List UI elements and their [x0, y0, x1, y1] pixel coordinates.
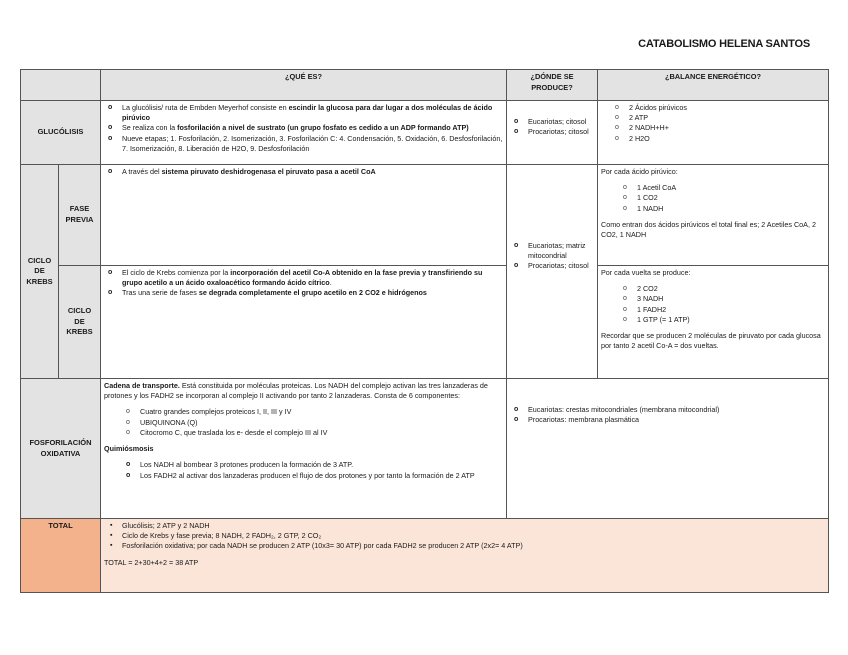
krebs-where: [507, 165, 598, 379]
list-item: o UBIQUINONA (Q): [140, 418, 503, 428]
list-item: o 1 GTP (= 1 ATP): [637, 315, 825, 325]
header-empty: [21, 70, 101, 101]
list-item: o Tras una serie de fases se degrada completamente el grupo acetilo en 2 CO2 e hidrógenos: [122, 288, 503, 298]
list-item: o Cuatro grandes complejos proteicos I, II, III y IV: [140, 407, 503, 417]
total-summary: TOTAL = 2+30+4+2 = 38 ATP: [104, 557, 199, 567]
list-item: o 2 NADH+H+: [629, 123, 825, 133]
list-item: o 3 NADH: [637, 294, 825, 304]
balance-note: Como entran dos ácidos pirúvicos el total final es; 2 Acetiles CoA, 2 CO2, 1 NADH: [601, 219, 816, 240]
list-item: o Procariotas; citosol: [528, 261, 594, 271]
glucolisis-label: GLUCÓLISIS: [21, 101, 101, 165]
list-item: o Procariotas; citosol: [528, 127, 594, 137]
list-item: o 2 ATP: [629, 113, 825, 123]
fosforilacion-what: [101, 379, 507, 519]
list-item: o 1 NADH: [637, 204, 825, 214]
document-title: CATABOLISMO HELENA SANTOS: [638, 38, 810, 50]
balance-note: Recordar que se producen 2 moléculas de piruvato por cada glucosa por tanto 2 acetil Co-A = dos vueltas.: [601, 331, 821, 351]
list-item: o Procariotas: membrana plasmática: [528, 415, 825, 425]
total-row: [21, 519, 829, 593]
balance-intro: Por cada ácido pirúvico:: [601, 167, 678, 176]
list-item: o 1 FADH2: [637, 305, 825, 315]
header-row: [21, 70, 829, 101]
list-item: o 1 Acetil CoA: [637, 183, 825, 193]
list-item: ▪ Ciclo de Krebs y fase previa; 8 NADH, 2 FADH₂, 2 GTP, 2 CO₂: [122, 531, 825, 541]
fosforilacion-row: [21, 379, 829, 519]
ciclo-krebs-balance: [598, 266, 829, 379]
total-label: TOTAL: [21, 519, 101, 593]
list-item: o Eucariotas; matriz mitocondrial: [528, 241, 594, 261]
fase-previa-balance: [598, 165, 829, 266]
fosforilacion-label: FOSFORILACIÓN OXIDATIVA: [21, 379, 101, 519]
glucolisis-row: [21, 101, 829, 165]
fosforilacion-where: [507, 379, 829, 519]
list-item: o A través del sistema piruvato deshidrogenasa el piruvato pasa a acetil CoA: [122, 167, 503, 177]
list-item: o 2 CO2: [637, 284, 825, 294]
total-content: [101, 519, 829, 593]
glucolisis-what: [101, 101, 507, 165]
list-item: o 2 H2O: [629, 134, 825, 144]
fase-previa-what: [101, 165, 507, 266]
header-balance: ¿BALANCE ENERGÉTICO?: [598, 70, 829, 101]
list-item: o El ciclo de Krebs comienza por la incorporación del acetil Co-A obtenido en la fase previa y transfiriendo su grupo acetilo a un ácido oxaloacético formando ácido cítrico.: [122, 268, 503, 288]
balance-intro: Por cada vuelta se produce:: [601, 268, 691, 277]
header-where: ¿DÓNDE SE PRODUCE?: [507, 70, 598, 101]
list-item: ▪ Glucólisis; 2 ATP y 2 NADH: [122, 521, 825, 531]
list-item: ▪ Fosforilación oxidativa; por cada NADH se producen 2 ATP (10x3= 30 ATP) por cada FADH2 se producen 2 ATP (2x2= 4 ATP): [122, 541, 825, 551]
list-item: o Se realiza con la fosforilación a nivel de sustrato (un grupo fosfato es cedido a un ADP formando ATP): [122, 123, 503, 133]
ciclo-krebs-row: [21, 266, 829, 379]
catabolism-table: [20, 69, 829, 593]
list-item: o La glucólisis/ ruta de Embden Meyerhof consiste en escindir la glucosa para dar lugar a dos moléculas de ácido pirúvico: [122, 103, 503, 123]
ciclo-krebs-what: [101, 266, 507, 379]
cadena-paragraph: Cadena de transporte. Está constituida por moléculas proteicas. Los NADH del complejo activan las tres lanzaderas de protones y los FADH2 se incorporan al complejo II activando por tanto 2 lanzaderas. Consta de 6 componentes:: [104, 381, 488, 401]
glucolisis-balance: [598, 101, 829, 165]
list-item: o Eucariotas; citosol: [528, 117, 594, 127]
list-item: o Los NADH al bombear 3 protones producen la formación de 3 ATP.: [140, 460, 503, 470]
list-item: o Eucariotas: crestas mitocondriales (membrana mitocondrial): [528, 405, 825, 415]
header-what: ¿QUÉ ES?: [101, 70, 507, 101]
fase-previa-row: [21, 165, 829, 266]
list-item: o 1 CO2: [637, 193, 825, 203]
ciclo-krebs-label: CICLO DE KREBS: [59, 266, 101, 379]
glucolisis-where: [507, 101, 598, 165]
krebs-label: CICLO DE KREBS: [21, 165, 59, 379]
list-item: o Los FADH2 al activar dos lanzaderas producen el flujo de dos protones y por tanto la formación de 2 ATP: [140, 471, 503, 481]
quimiosmosis-title: Quimiósmosis: [104, 444, 154, 454]
list-item: o 2 Ácidos pirúvicos: [629, 103, 825, 113]
list-item: o Citocromo C, que traslada los e- desde el complejo III al IV: [140, 428, 503, 438]
list-item: o Nueve etapas; 1. Fosforilación, 2. Isomerización, 3. Fosforilación C: 4. Condensación, 5. Oxidación, 6. Desfosforilación, 7. Isomerización, 8. Liberación de H2O, 9. Desfosforilación: [122, 134, 503, 154]
fase-previa-label: FASE PREVIA: [59, 165, 101, 266]
